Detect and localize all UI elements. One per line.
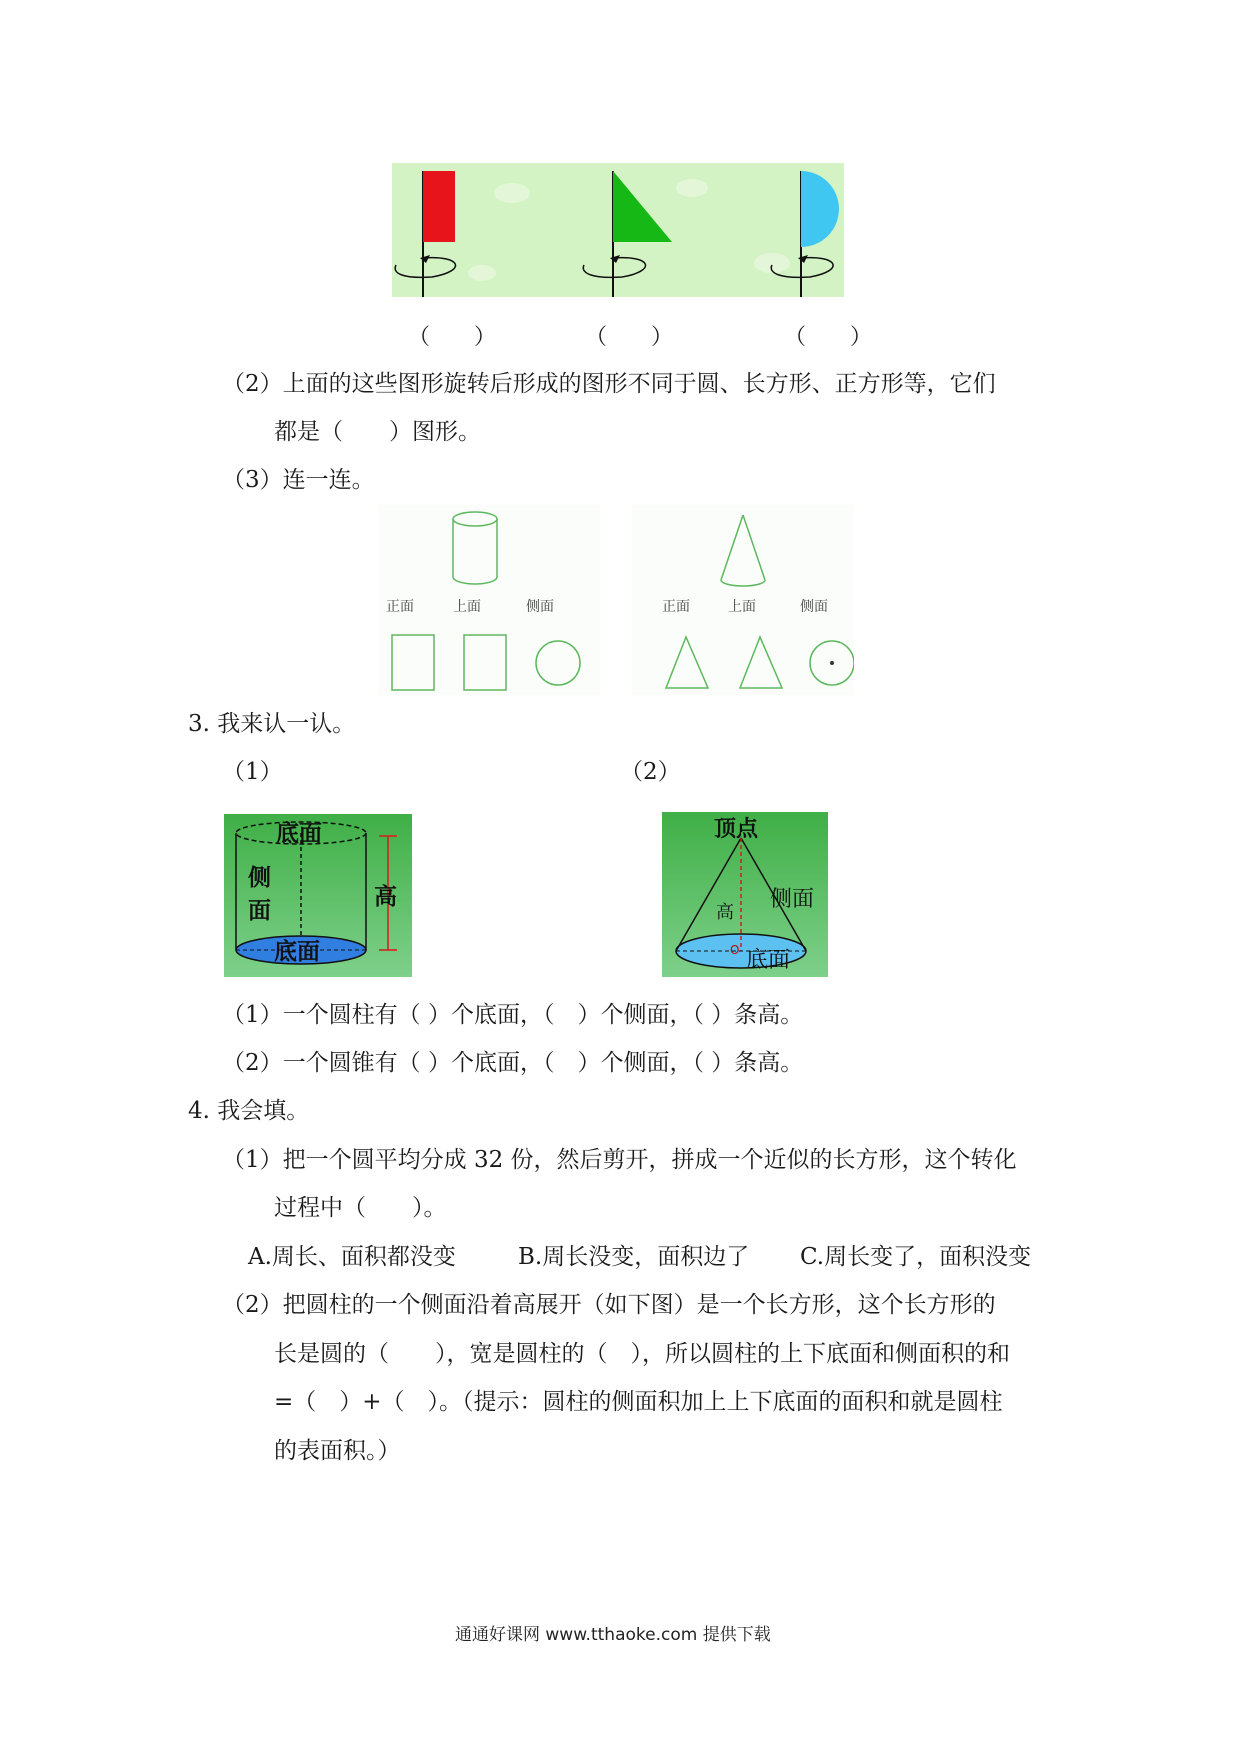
option-b[interactable]: B.周长没变，面积边了 bbox=[518, 1244, 750, 1270]
q4-p2-line3: =（ ）+（ ）。（提示：圆柱的侧面积加上上下底面的面积和就是圆柱 bbox=[274, 1389, 1003, 1415]
cone-center-label: O bbox=[730, 943, 740, 957]
cone-top-label: 上面 bbox=[728, 599, 756, 615]
option-a[interactable]: A.周长、面积都没变 bbox=[248, 1244, 456, 1270]
cone-views-figure bbox=[632, 505, 854, 695]
q4-p2-line1: （2）把圆柱的一个侧面沿着高展开（如下图）是一个长方形，这个长方形的 bbox=[222, 1292, 996, 1318]
q3-title: 3. 我来认一认。 bbox=[188, 711, 356, 737]
q3-label-1: （1） bbox=[222, 759, 283, 785]
cylinder-top-label: 上面 bbox=[453, 599, 481, 615]
q2-sub2-line2: 都是（ ）图形。 bbox=[274, 419, 481, 445]
flags-svg bbox=[392, 163, 844, 297]
flag-answer-1[interactable]: （ ） bbox=[408, 325, 497, 350]
option-c[interactable]: C.周长变了，面积没变 bbox=[800, 1244, 1032, 1270]
rotating-flags-figure bbox=[392, 163, 844, 297]
q3-line1: （1）一个圆柱有（ ）个底面，（ ）个侧面，（ ）条高。 bbox=[222, 1002, 804, 1028]
flag-answer-2[interactable]: （ ） bbox=[585, 325, 674, 350]
cylinder-bottom-base-label: 底面 bbox=[274, 939, 320, 965]
q2-sub3: （3）连一连。 bbox=[222, 467, 375, 493]
cone-side-label: 侧面 bbox=[800, 599, 828, 615]
q4-p1-line1: （1）把一个圆平均分成 32 份，然后剪开，拼成一个近似的长方形，这个转化 bbox=[222, 1147, 1017, 1173]
q2-sub2-line1: （2）上面的这些图形旋转后形成的图形不同于圆、长方形、正方形等，它们 bbox=[222, 371, 996, 397]
q4-p2-line4: 的表面积。） bbox=[274, 1438, 401, 1464]
cylinder-side-label-1: 侧 bbox=[248, 865, 271, 891]
flag-answer-3[interactable]: （ ） bbox=[784, 325, 873, 350]
cylinder-side-label-2: 面 bbox=[248, 898, 271, 924]
cone-height-label: 高 bbox=[716, 902, 734, 923]
q4-p2-line2: 长是圆的（ ），宽是圆柱的（ ），所以圆柱的上下底面和侧面积的和 bbox=[274, 1341, 1010, 1367]
cone-base-label: 底面 bbox=[746, 948, 791, 973]
q3-label-2: （2） bbox=[620, 759, 681, 785]
cone-apex-label: 顶点 bbox=[714, 817, 759, 842]
q3-line2: （2）一个圆锥有（ ）个底面，（ ）个侧面，（ ）条高。 bbox=[222, 1050, 804, 1076]
cone-side-label: 侧面 bbox=[770, 887, 815, 912]
q4-title: 4. 我会填。 bbox=[188, 1098, 310, 1124]
cylinder-diagram bbox=[224, 814, 412, 977]
cylinder-views-figure bbox=[378, 505, 600, 695]
cylinder-height-label: 高 bbox=[374, 884, 397, 910]
cone-diagram bbox=[662, 812, 828, 977]
cylinder-top-base-label: 底面 bbox=[276, 821, 322, 847]
q4-p1-line2: 过程中（ ）。 bbox=[274, 1195, 447, 1221]
cylinder-side-label: 侧面 bbox=[526, 599, 554, 615]
page-footer: 通通好课网 www.tthaoke.com 提供下载 bbox=[455, 1625, 771, 1645]
center-dot bbox=[830, 661, 834, 665]
cone-front-label: 正面 bbox=[662, 599, 690, 615]
cylinder-front-label: 正面 bbox=[386, 599, 414, 615]
